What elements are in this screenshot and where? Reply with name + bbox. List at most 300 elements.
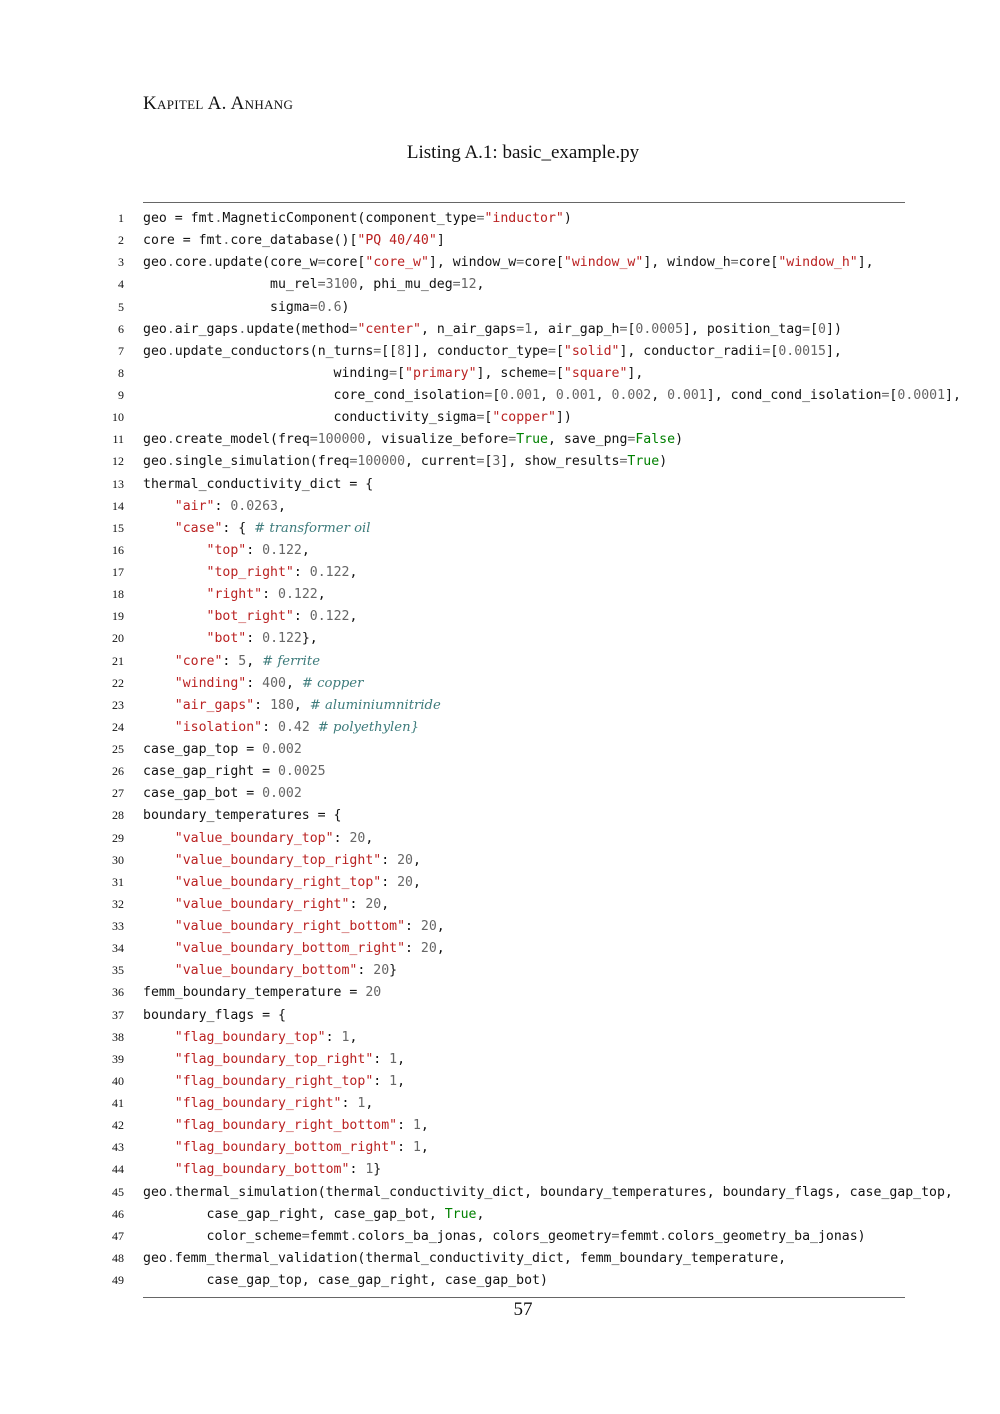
code-token: "primary" [405, 365, 477, 381]
code-token: 20 [420, 941, 437, 957]
line-number: 13 [112, 476, 124, 491]
code-text [143, 319, 842, 341]
code-line [0, 341, 1000, 363]
code-text [143, 695, 441, 717]
code-line [0, 1027, 1000, 1049]
code-token: : [341, 1096, 358, 1111]
code-line [0, 1226, 1000, 1248]
line-number: 14 [112, 498, 124, 513]
line-number: 9 [118, 388, 124, 402]
code-token: 0.122 [309, 565, 350, 580]
code-text [143, 363, 643, 385]
code-token [143, 853, 175, 868]
code-line [0, 474, 1000, 496]
code-line [0, 518, 1000, 540]
code-token: : [373, 1051, 390, 1067]
line-number: 11 [112, 432, 124, 447]
code-token: "case" [174, 520, 223, 536]
code-token: 0.122 [278, 587, 318, 603]
code-token: } [389, 963, 398, 979]
code-token: 1 [365, 1162, 374, 1178]
code-token: , [349, 1029, 358, 1045]
code-token: "value_boundary_bottom" [174, 963, 358, 979]
code-token [143, 676, 175, 691]
code-line [0, 319, 1000, 341]
code-token: , [420, 1118, 429, 1134]
code-token: , [365, 1096, 374, 1111]
code-text [143, 916, 445, 938]
code-text [143, 562, 357, 584]
line-number: 3 [118, 255, 124, 270]
code-line [0, 783, 1000, 805]
code-token: update(core_w [214, 255, 318, 271]
code-token: , [651, 388, 668, 403]
code-token: boundary_flags = { [143, 1007, 286, 1023]
code-token: . [166, 255, 175, 271]
code-token [143, 1030, 175, 1045]
code-token: 20 [397, 852, 413, 868]
code-token: , phi_mu_deg [357, 277, 453, 293]
code-token: case_gap_bot = [143, 786, 263, 802]
code-token: , [540, 388, 556, 403]
code-token: "flag_boundary_bottom_right" [174, 1140, 398, 1156]
code-line [0, 1159, 1000, 1181]
code-token: = [317, 255, 326, 271]
code-token: ], [825, 343, 842, 359]
code-text [143, 518, 370, 540]
code-token: : [381, 874, 398, 890]
code-token: ], [857, 255, 874, 271]
line-number: 41 [112, 1096, 124, 1110]
code-token [143, 521, 175, 536]
line-number: 36 [112, 985, 124, 1000]
code-token: = [762, 343, 771, 359]
code-token: = [881, 388, 890, 403]
line-number: 44 [112, 1162, 124, 1177]
code-token: sigma [143, 299, 310, 315]
code-token: "flag_boundary_bottom" [174, 1162, 350, 1178]
code-token: 20 [349, 830, 366, 846]
code-token: "bot" [206, 631, 247, 647]
code-line [0, 1270, 1000, 1292]
code-token: ], show_results [500, 454, 620, 470]
code-token: core = fmt [143, 233, 223, 249]
code-token: . [166, 1184, 175, 1200]
code-text [143, 252, 874, 274]
code-token: case_gap_top = [143, 742, 263, 757]
line-number: 4 [118, 277, 124, 292]
code-token: core [174, 255, 207, 271]
code-token: color_scheme [143, 1228, 302, 1244]
code-token: , [365, 830, 374, 846]
code-token [143, 720, 175, 735]
code-token: , visualize_before [365, 432, 509, 448]
line-number: 37 [112, 1007, 124, 1022]
code-text [143, 1182, 953, 1204]
code-token [143, 897, 175, 912]
line-number: 7 [118, 343, 124, 358]
code-token: 1 [389, 1073, 398, 1089]
code-line [0, 960, 1000, 982]
code-token: ], scheme [476, 365, 548, 381]
code-token: [ [397, 365, 406, 381]
code-token: 0.001 [555, 388, 596, 403]
code-token: = [349, 454, 358, 470]
code-token: "value_boundary_top_right" [174, 852, 382, 868]
code-line [0, 1204, 1000, 1226]
code-token: , [412, 852, 421, 868]
code-token: "top" [206, 542, 247, 558]
code-token: "flag_boundary_right_top" [174, 1073, 374, 1089]
code-token: winding [143, 365, 390, 381]
line-number: 17 [112, 565, 124, 579]
code-token: , [595, 388, 612, 403]
line-number: 30 [112, 852, 124, 867]
code-line [0, 274, 1000, 296]
code-token: thermal_conductivity_dict = { [143, 476, 374, 492]
code-token: . [206, 255, 215, 271]
code-token: , [349, 565, 358, 580]
code-token: . [659, 1228, 668, 1244]
code-token: , [412, 874, 421, 890]
code-token [143, 831, 175, 846]
code-line [0, 850, 1000, 872]
line-number: 12 [112, 454, 124, 469]
code-token: [[ [381, 343, 398, 359]
code-token: = [508, 432, 517, 448]
code-token: "core" [174, 653, 223, 669]
line-number: 8 [118, 365, 124, 380]
code-line [0, 496, 1000, 518]
line-number: 49 [112, 1273, 124, 1287]
code-token: , save_png [548, 432, 628, 448]
code-token: = [476, 454, 485, 470]
code-token: , [420, 1140, 429, 1156]
line-number: 38 [112, 1029, 124, 1044]
code-token: : [381, 852, 398, 868]
code-line [0, 1071, 1000, 1093]
line-number: 20 [112, 631, 124, 646]
listing-top-rule [143, 202, 905, 203]
code-token: geo [143, 255, 167, 271]
code-line [0, 1248, 1000, 1270]
code-line [0, 673, 1000, 695]
code-token: : [246, 675, 263, 691]
code-token: . [238, 321, 247, 337]
code-token: : [262, 587, 278, 603]
code-token: : [246, 542, 263, 558]
code-text [143, 297, 349, 319]
code-token: 0.002 [262, 742, 302, 757]
code-token: = [619, 454, 628, 470]
line-number: 24 [112, 719, 124, 734]
code-text [143, 783, 302, 805]
code-text [143, 230, 445, 252]
code-token: 0.0001 [897, 388, 946, 403]
code-token: 1 [357, 1096, 366, 1111]
code-token: "inductor" [484, 211, 564, 226]
code-token: 0.001 [500, 388, 541, 403]
code-token: . [222, 233, 231, 249]
code-token: , [285, 675, 302, 691]
code-token: . [166, 454, 175, 470]
code-token: geo [143, 454, 167, 470]
code-token [310, 720, 318, 735]
line-number: 1 [118, 211, 124, 225]
code-text [143, 1226, 866, 1248]
code-token: , [476, 1206, 485, 1222]
listing-bottom-rule [143, 1297, 905, 1298]
code-token: , [349, 609, 358, 625]
code-token: ]) [555, 410, 572, 426]
line-number: 29 [112, 830, 124, 845]
code-text [143, 717, 419, 739]
line-number: 34 [112, 941, 124, 956]
code-token: . [166, 1250, 175, 1266]
code-token: case_gap_right, case_gap_bot, [143, 1206, 445, 1222]
code-text [143, 628, 318, 650]
code-token: : { [222, 520, 255, 536]
code-token: = [389, 365, 398, 381]
code-token: ]) [826, 321, 842, 337]
code-token: geo [143, 321, 167, 337]
code-token: = [349, 321, 358, 337]
code-token: 3 [492, 454, 501, 470]
code-token: ]], conductor_type [405, 343, 548, 359]
code-token: = [317, 277, 326, 293]
code-token: "isolation" [174, 719, 263, 735]
code-text [143, 960, 397, 982]
code-token: 0.122 [309, 609, 350, 625]
line-number: 32 [112, 896, 124, 911]
code-token: [ [484, 454, 493, 470]
code-token: : [397, 1140, 413, 1156]
code-token: [ [770, 343, 779, 359]
code-line [0, 540, 1000, 562]
code-token: core_cond_isolation [143, 388, 485, 403]
code-token [143, 919, 175, 934]
code-token [143, 1074, 175, 1089]
code-token: = [484, 388, 493, 403]
code-token: "core_w" [365, 255, 429, 271]
code-token: = [516, 255, 525, 271]
code-token: : [293, 609, 310, 625]
code-token: : [349, 896, 366, 912]
code-token: : [349, 1162, 366, 1178]
line-number: 23 [112, 697, 124, 712]
code-text [143, 474, 373, 496]
code-token: ) [341, 299, 350, 315]
code-token: thermal_simulation(thermal_conductivity_dict, boundary_temperatures, boundary_flags, case_gap_top, [174, 1184, 953, 1200]
code-token: , [436, 941, 445, 957]
code-token: 0.0005 [635, 321, 684, 337]
code-token [143, 499, 175, 514]
code-token: , [301, 542, 310, 558]
code-token: True [444, 1206, 477, 1222]
code-token: core[ [325, 255, 366, 271]
code-token [143, 543, 207, 558]
code-token: 1 [412, 1118, 421, 1134]
line-number: 25 [112, 742, 124, 756]
code-text [143, 1270, 548, 1292]
code-text [143, 739, 302, 761]
code-text [143, 451, 667, 473]
code-token: = [309, 299, 318, 315]
code-text [143, 1005, 286, 1027]
code-token [143, 875, 175, 890]
line-number: 35 [112, 963, 124, 978]
code-token: core[ [524, 255, 564, 271]
code-text [143, 651, 320, 673]
code-token: . [166, 432, 175, 448]
code-text [143, 761, 326, 783]
code-line [0, 562, 1000, 584]
code-token: [ [627, 321, 636, 337]
code-token [143, 609, 207, 624]
code-token: , air_gap_h [532, 321, 620, 337]
code-token [143, 565, 207, 580]
code-token: femm_boundary_temperature = [143, 985, 366, 1001]
code-token [143, 941, 175, 956]
code-token [143, 1140, 175, 1155]
code-token: = [548, 343, 556, 359]
code-text [143, 496, 286, 518]
code-token: , [397, 1073, 406, 1089]
code-line [0, 230, 1000, 252]
line-number: 42 [112, 1118, 124, 1133]
code-token: 12 [460, 277, 477, 293]
code-token: 1 [524, 321, 533, 337]
code-line [0, 916, 1000, 938]
code-token: colors_ba_jonas, colors_geometry [357, 1228, 612, 1244]
code-token: = [547, 365, 556, 381]
code-token: 400 [262, 675, 286, 691]
code-token: [ [492, 388, 501, 403]
code-token: "flag_boundary_top_right" [174, 1051, 374, 1067]
code-text [143, 606, 357, 628]
code-token: 20 [365, 985, 382, 1001]
line-number: 2 [118, 233, 124, 248]
code-token: , [397, 1051, 406, 1067]
code-token: ) [675, 432, 684, 448]
code-token: [ [555, 343, 564, 359]
code-line [0, 1049, 1000, 1071]
code-token: "solid" [563, 343, 620, 359]
code-token: [ [484, 410, 493, 426]
code-token: = [476, 410, 485, 426]
code-token: , [317, 587, 326, 603]
code-token [143, 631, 207, 646]
code-token: boundary_temperatures = { [143, 808, 342, 824]
code-token: air_gaps [174, 321, 239, 337]
code-token: : [405, 941, 421, 957]
code-token: "center" [357, 321, 421, 337]
line-number: 19 [112, 609, 124, 624]
code-token [143, 698, 175, 713]
code-token: , current [405, 454, 477, 470]
code-token: = [611, 1228, 620, 1244]
code-text [143, 1115, 429, 1137]
listing-caption: Listing A.1: basic_example.py [406, 142, 640, 163]
code-token: = [476, 211, 485, 226]
code-token: ] [436, 233, 445, 249]
line-number: 26 [112, 764, 124, 779]
code-line [0, 1137, 1000, 1159]
line-number: 28 [112, 808, 124, 823]
code-text [143, 1027, 357, 1049]
code-token [143, 587, 207, 602]
code-token: # polyethylen} [317, 719, 419, 735]
code-line [0, 982, 1000, 1004]
code-token: "right" [206, 587, 263, 603]
code-token: : [254, 697, 271, 713]
code-token: core_database()[ [230, 233, 358, 249]
code-line [0, 1093, 1000, 1115]
code-token: geo = fmt [143, 211, 215, 226]
line-number: 15 [112, 520, 124, 535]
code-token: "air" [174, 498, 215, 514]
code-token: femmt [309, 1228, 350, 1244]
code-token: "air_gaps" [174, 697, 255, 713]
code-token: 20 [365, 896, 382, 912]
code-text [143, 982, 381, 1004]
code-token: . [349, 1228, 358, 1244]
code-token: 5 [238, 653, 247, 669]
code-token: = [309, 432, 318, 448]
code-token: single_simulation(freq [174, 454, 350, 470]
code-token: 8 [397, 343, 406, 359]
code-token: = [627, 432, 636, 448]
code-token: , n_air_gaps [420, 321, 517, 337]
code-token: : [262, 719, 278, 735]
code-line [0, 1115, 1000, 1137]
code-line [0, 606, 1000, 628]
code-line [0, 872, 1000, 894]
code-text [143, 805, 342, 827]
code-token: : [405, 919, 421, 934]
code-token: update_conductors(n_turns [174, 343, 374, 359]
code-token: 1 [341, 1029, 350, 1045]
code-token: "top_right" [206, 565, 294, 580]
code-line [0, 651, 1000, 673]
code-token: : [333, 830, 350, 846]
code-token: , [476, 277, 485, 293]
code-line [0, 805, 1000, 827]
code-text [143, 274, 484, 296]
code-token: [ [555, 365, 564, 381]
code-token: , [278, 498, 286, 514]
code-token: : [214, 498, 231, 514]
code-text [143, 1071, 405, 1093]
code-text [143, 1137, 429, 1159]
code-token: case_gap_right = [143, 764, 278, 780]
code-token: 20 [397, 874, 413, 890]
code-token: ], position_tag [683, 321, 803, 337]
code-token: 0.001 [667, 388, 707, 403]
code-listing [0, 208, 1000, 1292]
code-line [0, 739, 1000, 761]
code-token: "square" [563, 365, 628, 381]
code-token: , [436, 919, 445, 934]
code-token: ], window_h [643, 255, 731, 271]
code-text [143, 828, 373, 850]
code-token: [ [810, 321, 819, 337]
line-number: 5 [118, 299, 124, 314]
code-token: ], conductor_radii [619, 343, 763, 359]
code-text [143, 1248, 786, 1270]
code-line [0, 407, 1000, 429]
code-token: "value_boundary_right" [174, 896, 350, 912]
